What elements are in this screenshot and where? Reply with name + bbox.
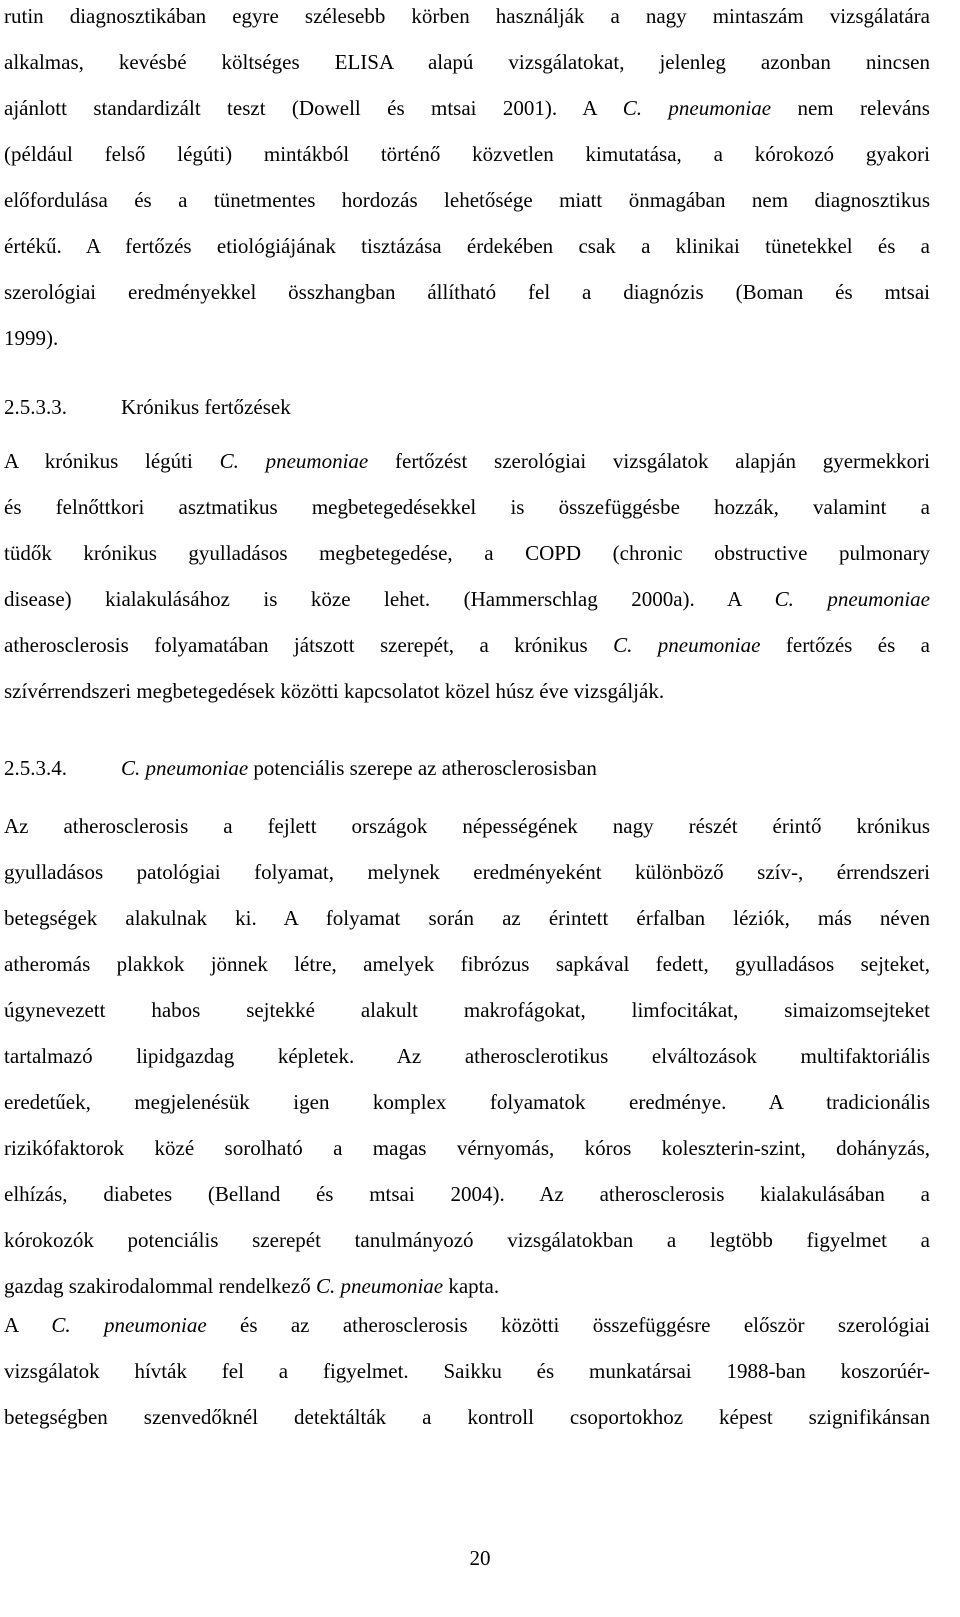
- text-run: fertőzést szerológiai vizsgálatok alapján gyermekkori: [368, 449, 930, 473]
- text-line: [4, 315, 930, 361]
- text-run: rizikófaktorok közé sorolható a magas vérnyomás, kóros koleszterin-szint, dohányzás,: [4, 1136, 930, 1160]
- text-run: kapta.: [443, 1274, 500, 1298]
- text-line: [4, 1079, 930, 1125]
- text-line: [4, 1033, 930, 1079]
- text-run: előfordulása és a tünetmentes hordozás lehetősége miatt önmagában nem diagnosztikus: [4, 188, 930, 212]
- text-line: [4, 530, 930, 576]
- text-line: [4, 668, 930, 714]
- text-line: [4, 1217, 930, 1263]
- text-line: [4, 0, 930, 39]
- paragraph-atherosclerosis: [4, 803, 930, 1309]
- paragraph-diagnostics: [4, 0, 930, 361]
- text-run: (például felső légúti) mintákból történő közvetlen kimutatása, a kórokozó gyakori: [4, 142, 930, 166]
- text-run: gazdag szakirodalommal rendelkező: [4, 1274, 316, 1298]
- text-run: nem releváns: [771, 96, 930, 120]
- text-run: elhízás, diabetes (Belland és mtsai 2004). Az atherosclerosis kialakulásában a: [4, 1182, 930, 1206]
- text-line: [4, 223, 930, 269]
- text-line: [4, 1302, 930, 1348]
- text-run: és az atherosclerosis közötti összefüggésre először szerológiai: [206, 1313, 930, 1337]
- text-line: [4, 484, 930, 530]
- text-line: [4, 39, 930, 85]
- text-line: [4, 1171, 930, 1217]
- section-title: [121, 756, 597, 780]
- text-run: atherosclerosis folyamatában játszott szerepét, a krónikus: [4, 633, 614, 657]
- text-run: betegségek alakulnak ki. A folyamat során az érintett érfalban léziók, más néven: [4, 906, 930, 930]
- text-run: tüdők krónikus gyulladásos megbetegedése, a COPD (chronic obstructive pulmonary: [4, 541, 930, 565]
- section-number: 2.5.3.3.: [4, 395, 67, 419]
- text-line: [4, 269, 930, 315]
- text-line: [4, 438, 930, 484]
- text-line: [4, 622, 930, 668]
- text-line: [4, 849, 930, 895]
- species-name: C. pneumoniae: [613, 633, 761, 657]
- text-run: betegségben szenvedőknél detektálták a kontroll csoportokhoz képest szignifikánsan: [4, 1405, 930, 1429]
- text-line: [4, 895, 930, 941]
- text-run: úgynevezett habos sejtekké alakult makrofágokat, limfocitákat, simaizomsejteket: [4, 998, 930, 1022]
- text-run: potenciális szerepe az atherosclerosisban: [248, 756, 597, 780]
- text-run: atheromás plakkok jönnek létre, amelyek fibrózus sapkával fedett, gyulladásos sejteket,: [4, 952, 930, 976]
- text-run: és felnőttkori asztmatikus megbetegedésekkel is összefüggésbe hozzák, valamint a: [4, 495, 930, 519]
- text-line: [4, 85, 930, 131]
- text-run: ajánlott standardizált teszt (Dowell és mtsai 2001). A: [4, 96, 623, 120]
- text-run: kórokozók potenciális szerepét tanulmányozó vizsgálatokban a legtöbb figyelmet a: [4, 1228, 930, 1252]
- species-name: C. pneumoniae: [219, 449, 369, 473]
- text-run: disease) kialakulásához is köze lehet. (Hammerschlag 2000a). A: [4, 587, 775, 611]
- section-title: [121, 395, 291, 419]
- text-line: [4, 1125, 930, 1171]
- species-name: C. pneumoniae: [51, 1313, 207, 1337]
- text-run: Krónikus fertőzések: [121, 395, 291, 419]
- text-run: fertőzés és a: [760, 633, 930, 657]
- section-heading-chronic-infections: [4, 392, 291, 422]
- section-number: 2.5.3.4.: [4, 756, 67, 780]
- text-run: A krónikus légúti: [4, 449, 220, 473]
- text-line: [4, 177, 930, 223]
- text-run: A: [4, 1313, 52, 1337]
- page-number: 20: [469, 1546, 491, 1570]
- text-run: szívérrendszeri megbetegedések közötti kapcsolatot közel húsz éve vizsgálják.: [4, 679, 665, 703]
- text-run: szerológiai eredményekkel összhangban állítható fel a diagnózis (Boman és mtsai: [4, 280, 930, 304]
- text-run: Az atherosclerosis a fejlett országok népességének nagy részét érintő krónikus: [4, 814, 930, 838]
- text-line: [4, 941, 930, 987]
- text-run: alkalmas, kevésbé költséges ELISA alapú vizsgálatokat, jelenleg azonban nincsen: [4, 50, 930, 74]
- species-name: C. pneumoniae: [315, 1274, 444, 1298]
- species-name: C. pneumoniae: [774, 587, 930, 611]
- species-name: C. pneumoniae: [622, 96, 772, 120]
- text-line: [4, 576, 930, 622]
- text-run: 1999).: [4, 326, 59, 350]
- text-run: vizsgálatok hívták fel a figyelmet. Saikku és munkatársai 1988-ban koszorúér-: [4, 1359, 930, 1383]
- text-line: [4, 131, 930, 177]
- text-line: [4, 803, 930, 849]
- text-line: [4, 1348, 930, 1394]
- text-line: [4, 987, 930, 1033]
- text-run: értékű. A fertőzés etiológiájának tisztázása érdekében csak a klinikai tünetekkel és a: [4, 234, 930, 258]
- text-run: gyulladásos patológiai folyamat, melynek eredményeként különböző szív-, érrendszeri: [4, 860, 930, 884]
- section-heading-atherosclerosis-role: [4, 753, 597, 783]
- species-name: C. pneumoniae: [121, 756, 249, 780]
- paragraph-chronic-infections: [4, 438, 930, 714]
- text-run: rutin diagnosztikában egyre szélesebb körben használják a nagy mintaszám vizsgálatára: [4, 4, 930, 28]
- text-line: [4, 1394, 930, 1440]
- text-run: tartalmazó lipidgazdag képletek. Az atherosclerotikus elváltozások multifaktoriális: [4, 1044, 930, 1068]
- text-run: eredetűek, megjelenésük igen komplex folyamatok eredménye. A tradicionális: [4, 1090, 930, 1114]
- paragraph-serology-evidence: [4, 1302, 930, 1440]
